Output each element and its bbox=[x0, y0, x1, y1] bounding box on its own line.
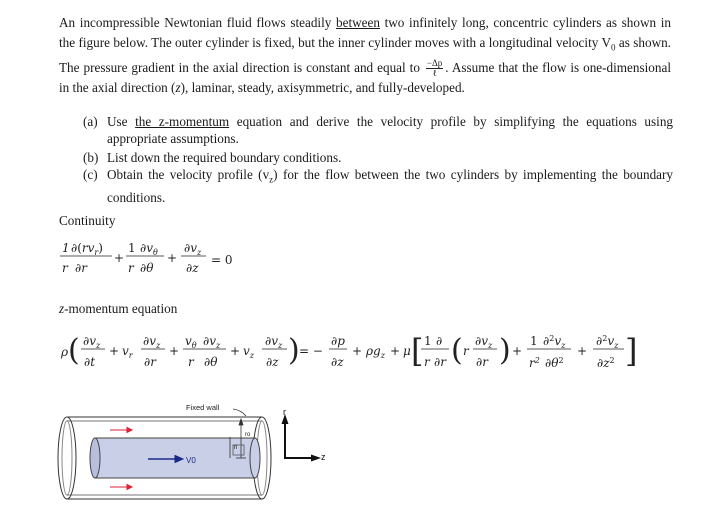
item-b-text: List down the required boundary conditions. bbox=[107, 150, 342, 165]
inner-cylinder-right-end bbox=[250, 438, 260, 478]
zm-dp-den: ∂z bbox=[331, 355, 344, 369]
continuity-heading: Continuity bbox=[59, 213, 116, 228]
intro-z: z bbox=[175, 80, 181, 96]
item-a-underlined: the z-momentum bbox=[135, 114, 230, 129]
grad-numerator: −Δp bbox=[426, 58, 443, 69]
item-b-label: (b) bbox=[83, 150, 99, 165]
intro-sub0: 0 bbox=[611, 42, 616, 53]
zm-t5-num: 1 bbox=[424, 334, 432, 348]
ro-label: ro bbox=[245, 432, 251, 438]
zm-t3-num: $v_\theta$ bbox=[185, 334, 197, 350]
ri-label: ri bbox=[234, 445, 238, 451]
zm-p6: + bbox=[512, 344, 523, 358]
r-axis-label: r bbox=[283, 407, 286, 417]
item-a-label: (a) bbox=[83, 114, 98, 129]
z-axis-label: z bbox=[321, 452, 326, 462]
item-c-sub: z bbox=[269, 174, 274, 185]
zm-t4-den: ∂z bbox=[266, 355, 279, 369]
zm-mu: μ bbox=[403, 344, 411, 358]
cont-term2-den2: ∂θ bbox=[140, 261, 154, 275]
zm-vz: $v_z$ bbox=[243, 344, 254, 360]
zm-p7: + bbox=[577, 344, 588, 358]
cont-term3-den: ∂z bbox=[186, 261, 199, 275]
zm-rbracket: ] bbox=[625, 332, 638, 370]
continuity-rhs: = 0 bbox=[211, 253, 233, 267]
item-a-post: equation and derive the velocity profile by simplifying the equations using appropriate assumptions. bbox=[107, 114, 674, 146]
zm-t7-num: 1 bbox=[530, 334, 538, 348]
zm-lparen: ( bbox=[68, 333, 80, 368]
intro-part4: . Assume that the flow is one-dimensional in the axial direction ( bbox=[59, 59, 672, 96]
intro-part3: as shown. The pressure gradient in the axial direction is constant and equal to bbox=[59, 35, 671, 75]
fixed-wall-label: Fixed wall bbox=[186, 403, 220, 412]
zm-t5-den: r bbox=[424, 355, 430, 369]
zm-t7-den2: $\partial\theta^2$ bbox=[545, 356, 564, 370]
item-a-pre: Use bbox=[107, 114, 136, 129]
zm-r: r bbox=[463, 344, 469, 358]
zm-p3: + bbox=[230, 344, 241, 358]
cont-term3-num: $\partial v_z$ bbox=[184, 241, 202, 257]
zm-t5-num2: ∂ bbox=[436, 334, 443, 348]
cont-term1-den: r bbox=[62, 261, 68, 275]
intro-part1: An incompressible Newtonian fluid flows steadily bbox=[59, 15, 336, 30]
outer-cylinder-left-end bbox=[58, 417, 76, 499]
inner-cylinder-left-end bbox=[90, 438, 100, 478]
cont-term2-num: 1 bbox=[128, 241, 136, 255]
item-c-label: (c) bbox=[83, 167, 98, 182]
zm-t2-num: $\partial v_z$ bbox=[143, 334, 161, 350]
zm-t6-den: ∂r bbox=[476, 355, 488, 369]
zm-lparen2: ( bbox=[451, 333, 463, 368]
zm-t7-num2: $\partial^2v_z$ bbox=[543, 334, 566, 350]
zm-t8-num: $\partial^2v_z$ bbox=[596, 334, 619, 350]
zm-vr: $v_r$ bbox=[122, 344, 133, 360]
zm-t1-num: $\partial v_z$ bbox=[83, 334, 101, 350]
zm-p2: + bbox=[169, 344, 180, 358]
grad-denominator: ℓ bbox=[432, 68, 437, 79]
zm-t8-den: $\partial z^2$ bbox=[597, 356, 615, 370]
zm-rhog: $\rho g_z$ bbox=[366, 344, 385, 360]
zm-dp-num: ∂p bbox=[331, 334, 345, 348]
cont-term2-den: r bbox=[128, 261, 134, 275]
fixed-wall-leader bbox=[233, 409, 246, 416]
zm-t3-den: r bbox=[188, 355, 194, 369]
zm-t6-num: $\partial v_z$ bbox=[475, 334, 493, 350]
cont-term1-num2: $\partial(rv_r)$ bbox=[71, 241, 103, 257]
v0-label: V0 bbox=[186, 456, 196, 465]
coordinate-axes bbox=[282, 414, 322, 462]
cont-term2-num2: $\partial v_\theta$ bbox=[140, 241, 158, 257]
zm-t4-num: $\partial v_z$ bbox=[265, 334, 283, 350]
zm-t1-den: ∂t bbox=[84, 355, 96, 369]
zmomentum-heading-rest: -momentum equation bbox=[64, 301, 178, 316]
zm-t2-den: ∂r bbox=[144, 355, 156, 369]
zmomentum-heading-z: z bbox=[59, 301, 65, 316]
cont-term1-den2: ∂r bbox=[75, 261, 87, 275]
zm-p1: + bbox=[109, 344, 120, 358]
cont-plus2: + bbox=[167, 251, 178, 265]
zm-p4: + bbox=[352, 344, 363, 358]
item-c-pre: Obtain the velocity profile (v bbox=[107, 167, 270, 182]
zm-rparen: ) bbox=[288, 333, 300, 368]
zm-eq: = − bbox=[299, 344, 323, 358]
intro-between: between bbox=[336, 15, 380, 30]
intro-part2: two infinitely long, concentric cylinders as shown in the figure below. The outer cylinder is fixed, but the inner cylinder moves with a longitudinal velocity V bbox=[59, 15, 671, 50]
zm-t3-den2: ∂θ bbox=[204, 355, 218, 369]
cont-plus1: + bbox=[114, 251, 125, 265]
zm-rho: ρ bbox=[61, 345, 69, 359]
cont-term1-num: 1 bbox=[62, 241, 70, 255]
item-c-post: ) for the flow between the two cylinders by implementing the boundary conditions. bbox=[107, 167, 673, 205]
zm-t3-num2: $\partial v_z$ bbox=[203, 334, 221, 350]
zm-lbracket: [ bbox=[411, 332, 424, 370]
zm-t7-den: $r^2$ bbox=[529, 356, 540, 370]
intro-part5: ), laminar, steady, axisymmetric, and fully-developed. bbox=[180, 80, 465, 96]
zm-t5-den2: ∂r bbox=[434, 355, 446, 369]
zm-rparen2: ) bbox=[499, 333, 511, 368]
zm-p5: + bbox=[390, 344, 401, 358]
